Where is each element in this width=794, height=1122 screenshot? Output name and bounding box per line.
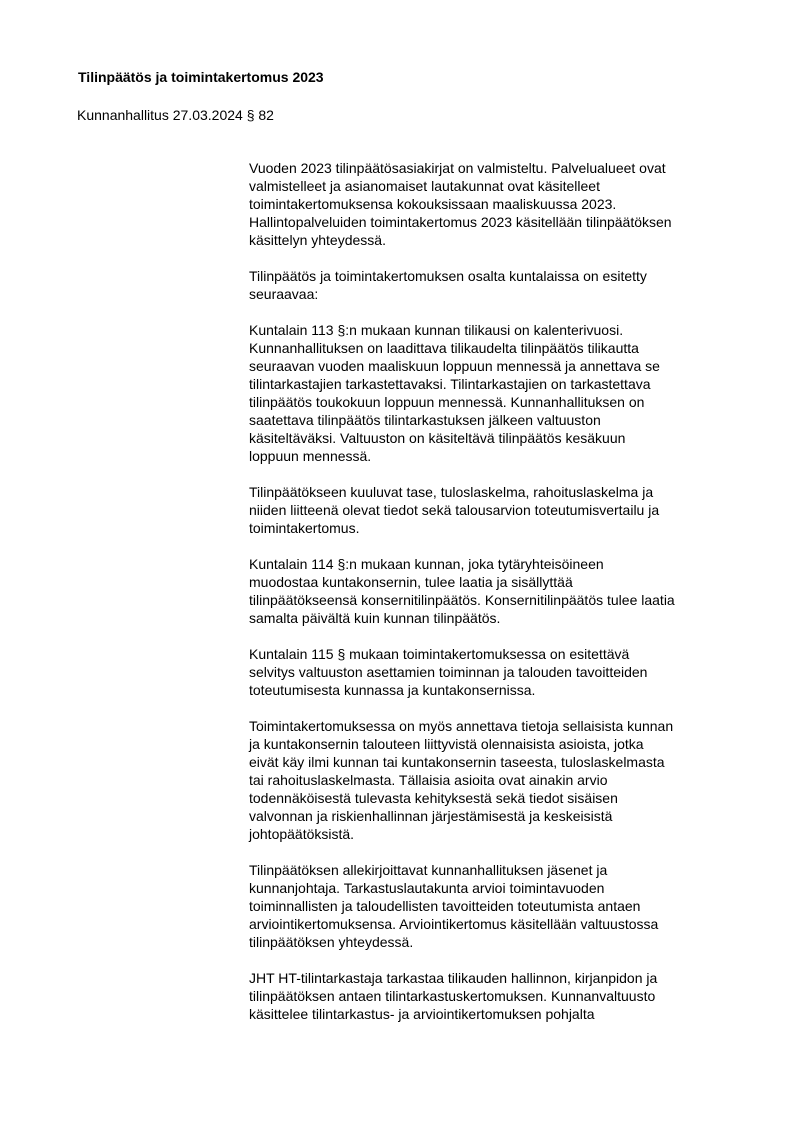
paragraph-line: eivät käy ilmi kunnan tai kuntakonsernin taseesta, tuloslaskelmasta	[249, 754, 665, 770]
paragraph-line: valmistelleet ja asianomaiset lautakunnat ovat käsitelleet	[249, 178, 600, 194]
paragraph-line: käsiteltäväksi. Valtuuston on käsiteltävä tilinpäätös kesäkuun	[249, 430, 626, 446]
paragraph-line: toiminnallisten ja taloudellisten tavoitteiden toteutumista antaen	[249, 898, 641, 914]
paragraph-line: tai rahoituslaskelmasta. Tällaisia asioita ovat ainakin arvio	[249, 772, 608, 788]
paragraph-line: toimintakertomuksensa kokouksissaan maaliskuussa 2023.	[249, 196, 617, 212]
paragraph-line: arviointikertomuksensa. Arviointikertomus käsitellään valtuustossa	[249, 916, 659, 932]
body-paragraph	[249, 717, 739, 843]
paragraph-line: Vuoden 2023 tilinpäätösasiakirjat on valmisteltu. Palvelualueet ovat	[249, 160, 666, 176]
body-paragraph	[249, 969, 739, 1023]
paragraph-line: loppuun mennessä.	[249, 448, 372, 464]
paragraph-line: Kuntalain 114 §:n mukaan kunnan, joka tytäryhteisöineen	[249, 556, 604, 572]
body-paragraph	[249, 645, 739, 699]
paragraph-line: Hallintopalveluiden toimintakertomus 2023 käsitellään tilinpäätöksen	[249, 214, 672, 230]
paragraph-line: JHT HT-tilintarkastaja tarkastaa tilikauden hallinnon, kirjanpidon ja	[249, 970, 658, 986]
paragraph-line: toteutumisesta kunnassa ja kuntakonsernissa.	[249, 682, 536, 698]
paragraph-line: käsittelee tilintarkastus- ja arviointikertomuksen pohjalta	[249, 1006, 595, 1022]
paragraph-line: saatettava tilinpäätös tilintarkastuksen jälkeen valtuuston	[249, 412, 601, 428]
body-paragraph	[249, 267, 739, 303]
paragraph-line: Kunnanhallituksen on laadittava tilikaudelta tilinpäätös tilikautta	[249, 340, 639, 356]
body-paragraph	[249, 555, 739, 627]
paragraph-line: niiden liitteenä olevat tiedot sekä talousarvion toteutumisvertailu ja	[249, 502, 660, 518]
paragraph-line: kunnanjohtaja. Tarkastuslautakunta arvioi toimintavuoden	[249, 880, 605, 896]
paragraph-line: tilinpäätöksen antaen tilintarkastuskertomuksen. Kunnanvaltuusto	[249, 988, 656, 1004]
paragraph-line: seuraavan vuoden maaliskuun loppuun mennessä ja annettava se	[249, 358, 660, 374]
paragraph-line: tilinpäätökseensä konsernitilinpäätös. Konsernitilinpäätös tulee laatia	[249, 592, 675, 608]
paragraph-line: tilintarkastajien tarkastettavaksi. Tilintarkastajien on tarkastettava	[249, 376, 651, 392]
paragraph-line: Kuntalain 113 §:n mukaan kunnan tilikausi on kalenterivuosi.	[249, 322, 624, 338]
paragraph-line: Kuntalain 115 § mukaan toimintakertomuksessa on esitettävä	[249, 646, 630, 662]
document-body	[249, 159, 739, 1041]
paragraph-line: tilinpäätös toukokuun loppuun mennessä. Kunnanhallituksen on	[249, 394, 645, 410]
body-paragraph	[249, 861, 739, 951]
paragraph-line: tilinpäätöksen yhteydessä.	[249, 934, 414, 950]
paragraph-line: valvonnan ja riskienhallinnan järjestämisestä ja keskeisistä	[249, 808, 613, 824]
paragraph-line: todennäköisestä tulevasta kehityksestä sekä tiedot sisäisen	[249, 790, 618, 806]
paragraph-line: Tilinpäätös ja toimintakertomuksen osalta kuntalaissa on esitetty	[249, 268, 647, 284]
paragraph-line: muodostaa kuntakonsernin, tulee laatia ja sisällyttää	[249, 574, 573, 590]
paragraph-line: käsittelyn yhteydessä.	[249, 232, 386, 248]
paragraph-line: seuraavaa:	[249, 286, 319, 302]
paragraph-line: ja kuntakonsernin talouteen liittyvistä olennaisista asioista, jotka	[249, 736, 644, 752]
document-title: Tilinpäätös ja toimintakertomus 2023	[78, 69, 324, 85]
paragraph-line: johtopäätöksistä.	[249, 826, 355, 842]
paragraph-line: Tilinpäätöksen allekirjoittavat kunnanhallituksen jäsenet ja	[249, 862, 608, 878]
paragraph-line: Toimintakertomuksessa on myös annettava tietoja sellaisista kunnan	[249, 718, 674, 734]
body-paragraph	[249, 321, 739, 465]
paragraph-line: Tilinpäätökseen kuuluvat tase, tuloslaskelma, rahoituslaskelma ja	[249, 484, 654, 500]
paragraph-line: samalta päivältä kuin kunnan tilinpäätös.	[249, 610, 501, 626]
paragraph-line: selvitys valtuuston asettamien toiminnan ja talouden tavoitteiden	[249, 664, 648, 680]
meeting-reference: Kunnanhallitus 27.03.2024 § 82	[77, 107, 274, 123]
body-paragraph	[249, 159, 739, 249]
body-paragraph	[249, 483, 739, 537]
paragraph-line: toimintakertomus.	[249, 520, 360, 536]
